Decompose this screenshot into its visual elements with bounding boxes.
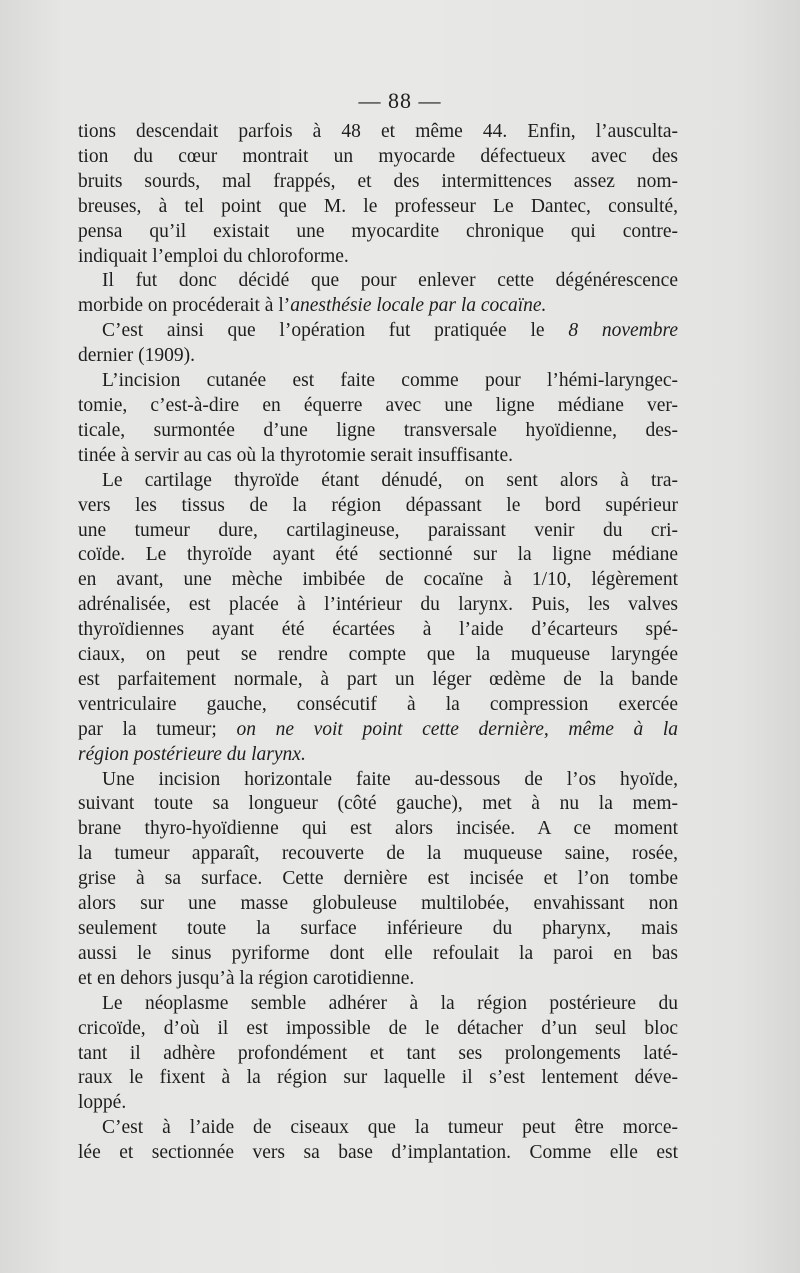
text-line: tinée à servir au cas où la thyrotomie serait insuffisante.: [78, 444, 513, 466]
text-line: ciaux, on peut se rendre compte que la muqueuse laryngée: [78, 644, 678, 666]
page-number: — 88 —: [358, 88, 442, 113]
text-line: adrénalisée, est placée à l’intérieur du larynx. Puis, les valves: [78, 594, 678, 616]
italic-segment: on ne voit point cette dernière, même à la: [236, 718, 679, 740]
text-line: raux le fixent à la région sur laquelle il s’est lentement déve-: [78, 1067, 678, 1089]
text-line: suivant toute sa longueur (côté gauche), met à nu la mem-: [78, 793, 678, 815]
text-line: aussi le sinus pyriforme dont elle refoulait la paroi en bas: [78, 942, 678, 964]
text-line: indiquait l’emploi du chloroforme.: [78, 245, 349, 267]
text-line: brane thyro-hyoïdienne qui est alors incisée. A ce moment: [78, 818, 678, 840]
text-line: grise à sa surface. Cette dernière est incisée et l’on tombe: [78, 868, 678, 890]
text-line: la tumeur apparaît, recouverte de la muqueuse saine, rosée,: [78, 843, 678, 865]
text-line: tomie, c’est-à-dire en équerre avec une ligne médiane ver-: [78, 394, 678, 416]
text-line: thyroïdiennes ayant été écartées à l’aide d’écarteurs spé-: [78, 619, 678, 641]
text-line: ticale, surmontée d’une ligne transversale hyoïdienne, des-: [78, 419, 678, 441]
text-line: loppé.: [78, 1092, 127, 1114]
body-text: [78, 120, 678, 1166]
text-line: tion du cœur montrait un myocarde défectueux avec des: [78, 145, 678, 167]
text-line: et en dehors jusqu’à la région carotidienne.: [78, 967, 415, 989]
text-line: coïde. Le thyroïde ayant été sectionné sur la ligne médiane: [78, 544, 678, 566]
text-line: [78, 319, 678, 344]
text-line: L’incision cutanée est faite comme pour l’hémi-laryngec-: [102, 370, 678, 392]
italic-segment: anesthésie locale par la cocaïne.: [290, 295, 547, 317]
text-line: ventriculaire gauche, consécutif à la compression exercée: [78, 693, 678, 715]
text-line: [78, 294, 678, 319]
text-line: Le cartilage thyroïde étant dénudé, on sent alors à tra-: [102, 469, 678, 491]
text-line: [78, 718, 678, 743]
text-line: est parfaitement normale, à part un léger œdème de la bande: [78, 668, 678, 690]
text-line: C’est à l’aide de ciseaux que la tumeur peut être morce-: [102, 1117, 678, 1139]
text-line: [78, 743, 678, 768]
text-line: tant il adhère profondément et tant ses prolongements laté-: [78, 1042, 678, 1064]
text-segment: morbide on procéderait à l’: [78, 295, 291, 317]
italic-segment: 8 novembre: [568, 320, 678, 342]
text-line: Le néoplasme semble adhérer à la région postérieure du: [102, 992, 678, 1014]
text-line: pensa qu’il existait une myocardite chronique qui contre-: [78, 220, 678, 242]
text-line: Il fut donc décidé que pour enlever cette dégénérescence: [102, 270, 678, 292]
text-line: une tumeur dure, cartilagineuse, paraissant venir du cri-: [78, 519, 678, 541]
text-line: lée et sectionnée vers sa base d’implantation. Comme elle est: [78, 1142, 678, 1164]
italic-segment: région postérieure du larynx.: [78, 743, 306, 765]
text-line: dernier (1909).: [78, 345, 195, 367]
text-line: vers les tissus de la région dépassant le bord supérieur: [78, 494, 678, 516]
text-line: alors sur une masse globuleuse multilobée, envahissant non: [78, 893, 678, 915]
text-line: cricoïde, d’où il est impossible de le détacher d’un seul bloc: [78, 1017, 678, 1039]
text-line: bruits sourds, mal frappés, et des intermittences assez nom-: [78, 170, 678, 192]
text-segment: C’est ainsi que l’opération fut pratiquée le: [102, 320, 569, 342]
text-line: seulement toute la surface inférieure du pharynx, mais: [78, 918, 678, 939]
text-line: tions descendait parfois à 48 et même 44. Enfin, l’ausculta-: [78, 121, 678, 142]
text-line: en avant, une mèche imbibée de cocaïne à 1/10, légèrement: [78, 569, 678, 591]
text-line: breuses, à tel point que M. le professeur Le Dantec, consulté,: [78, 195, 678, 217]
text-segment: par la tumeur;: [78, 718, 237, 740]
text-line: Une incision horizontale faite au-dessous de l’os hyoïde,: [102, 768, 678, 790]
